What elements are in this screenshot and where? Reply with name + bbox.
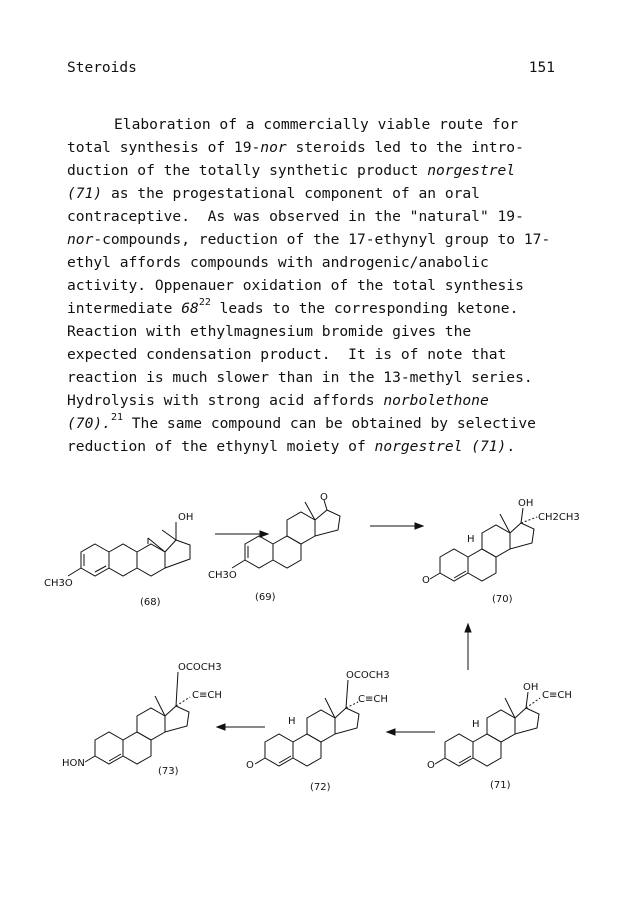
compound-72 bbox=[246, 670, 390, 793]
label-ethynyl: C≡CH bbox=[192, 690, 222, 701]
text-run: duction of the totally synthetic product bbox=[67, 162, 428, 179]
text-run: . bbox=[506, 438, 516, 455]
label-acetate: OCOCH3 bbox=[346, 670, 390, 681]
text-run: activity. Oppenauer oxidation of the total synthesis bbox=[67, 277, 524, 294]
label-o: O bbox=[427, 760, 435, 771]
compound-label-73: (73) bbox=[158, 766, 179, 777]
compound-label-70: (70) bbox=[492, 594, 513, 605]
text-run: Elaboration of a commercially viable route for bbox=[114, 116, 519, 133]
page-header bbox=[67, 60, 555, 80]
compound-label-69: (69) bbox=[255, 592, 276, 603]
reaction-scheme bbox=[40, 492, 610, 822]
compound-69 bbox=[208, 492, 340, 603]
text-run: as the progestational component of an oral bbox=[102, 185, 480, 202]
text-line bbox=[67, 343, 587, 366]
text-run: reaction is much slower than in the 13-methyl series. bbox=[67, 369, 533, 386]
compound-73 bbox=[62, 662, 222, 777]
italic-run: (71) bbox=[67, 185, 103, 202]
label-ome: CH3O bbox=[44, 578, 73, 589]
text-line bbox=[67, 320, 587, 343]
text-line bbox=[67, 205, 587, 228]
label-oh: OH bbox=[178, 512, 194, 523]
italic-run: norgestrel bbox=[427, 162, 516, 179]
label-oxime: HON bbox=[62, 758, 85, 769]
text-line bbox=[67, 159, 587, 182]
text-run: intermediate bbox=[67, 300, 182, 317]
label-acetate: OCOCH3 bbox=[178, 662, 222, 673]
text-run: The same compound can be obtained by selective bbox=[122, 415, 536, 432]
text-line bbox=[67, 113, 587, 136]
text-run: contraceptive. As was observed in the "natural" 19- bbox=[67, 208, 524, 225]
italic-run: 68 bbox=[181, 300, 199, 317]
label-o: O bbox=[422, 575, 430, 586]
label-h: H bbox=[467, 534, 475, 545]
compound-68 bbox=[44, 512, 193, 608]
label-oh: OH bbox=[523, 682, 539, 693]
text-run: total synthesis of 19- bbox=[67, 139, 261, 156]
text-run: -compounds, reduction of the 17-ethynyl group to 17- bbox=[93, 231, 551, 248]
text-run: leads to the corresponding ketone. bbox=[210, 300, 519, 317]
text-run: steroids led to the intro- bbox=[286, 139, 524, 156]
page-number: 151 bbox=[528, 60, 555, 76]
running-title: Steroids bbox=[67, 60, 137, 76]
italic-run: (70). bbox=[67, 415, 111, 432]
compound-71 bbox=[427, 682, 572, 791]
body-paragraph bbox=[67, 113, 587, 458]
text-line bbox=[67, 435, 587, 458]
compound-70 bbox=[422, 498, 580, 605]
text-run: Hydrolysis with strong acid affords bbox=[67, 392, 384, 409]
label-ethynyl: C≡CH bbox=[358, 694, 388, 705]
text-run: Reaction with ethylmagnesium bromide gives the bbox=[67, 323, 472, 340]
label-ome: CH3O bbox=[208, 570, 237, 581]
text-run: ethyl affords compounds with androgenic/anabolic bbox=[67, 254, 489, 271]
reference-superscript: 21 bbox=[110, 412, 123, 424]
reference-superscript: 22 bbox=[198, 297, 211, 309]
italic-run: nor bbox=[67, 231, 94, 248]
compound-label-72: (72) bbox=[310, 782, 331, 793]
text-run: reduction of the ethynyl moiety of bbox=[67, 438, 375, 455]
scheme-svg bbox=[40, 492, 610, 822]
text-line bbox=[67, 412, 587, 435]
text-line bbox=[67, 136, 587, 159]
italic-run: norgestrel (71) bbox=[374, 438, 507, 455]
text-line bbox=[67, 251, 587, 274]
compound-label-71: (71) bbox=[490, 780, 511, 791]
label-h: H bbox=[472, 719, 480, 730]
label-oh: OH bbox=[518, 498, 534, 509]
label-ethyl: CH2CH3 bbox=[538, 512, 580, 523]
label-h: H bbox=[288, 716, 296, 727]
compound-label-68: (68) bbox=[140, 597, 161, 608]
italic-run: norbolethone bbox=[383, 392, 489, 409]
label-ethynyl: C≡CH bbox=[542, 690, 572, 701]
text-line bbox=[67, 182, 587, 205]
text-line bbox=[67, 297, 587, 320]
text-line bbox=[67, 366, 587, 389]
text-line bbox=[67, 228, 587, 251]
italic-run: nor bbox=[260, 139, 287, 156]
label-o: O bbox=[246, 760, 254, 771]
text-line bbox=[67, 389, 587, 412]
text-run: expected condensation product. It is of note that bbox=[67, 346, 507, 363]
text-line bbox=[67, 274, 587, 297]
label-keto-o: O bbox=[320, 492, 328, 503]
